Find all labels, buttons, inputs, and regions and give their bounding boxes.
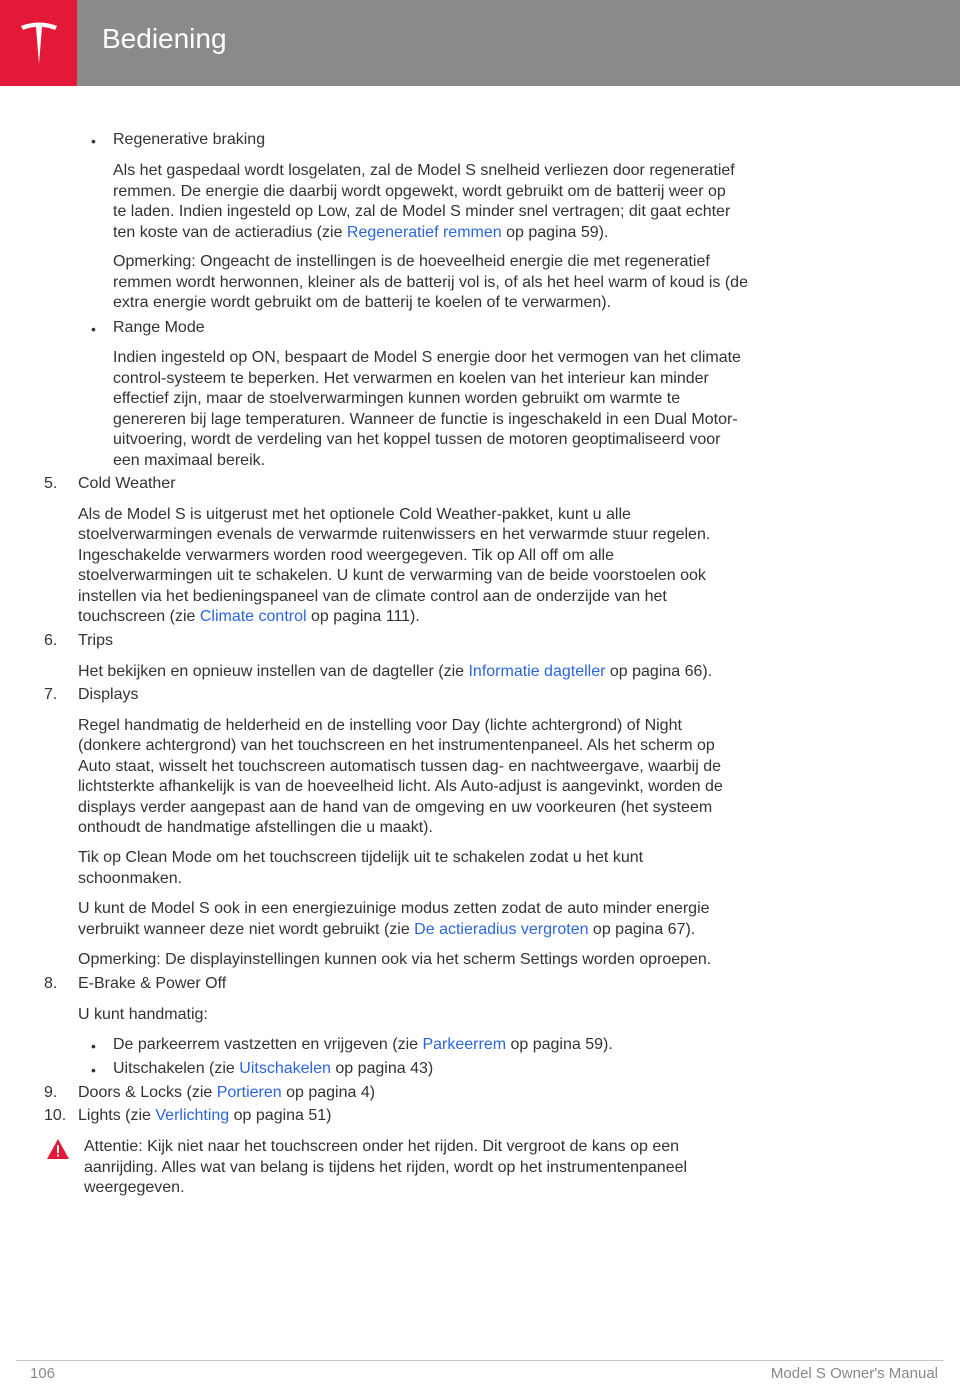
item-number: 6. bbox=[44, 632, 58, 649]
item-number: 8. bbox=[44, 975, 58, 992]
displays-text-line: lichtsterkte afhankelijk is van de hoeveelheid licht. Als Auto-adjust is aangevinkt, worden de bbox=[78, 778, 723, 795]
item-number: 10. bbox=[44, 1107, 67, 1124]
page-title: Bediening bbox=[102, 23, 227, 54]
cold-text-line: instellen via het bedieningspaneel van de climate control aan de onderzijde van het bbox=[78, 588, 667, 605]
link-de-actieradius-vergroten[interactable]: De actieradius vergroten bbox=[414, 921, 589, 938]
displays-text-line: Auto staat, wisselt het touchscreen automatisch tussen dag- en nachtweergave, waarbij de bbox=[78, 758, 722, 775]
item-lights: Lights (zie Verlichting op pagina 51) bbox=[78, 1107, 332, 1124]
warning-triangle-icon bbox=[46, 1138, 70, 1160]
cold-text-line: touchscreen (zie Climate control op pagina 111). bbox=[78, 608, 420, 625]
displays-text-line: Regel handmatig de helderheid en de instelling voor Day (lichte achtergrond) of Night bbox=[78, 717, 682, 734]
displays-text-line: onthoudt de handmatige afstellingen die u maakt). bbox=[78, 819, 433, 836]
displays-energy-line: verbruikt wanneer deze niet wordt gebruikt (zie De actieradius vergroten op pagina 67). bbox=[78, 921, 696, 938]
displays-clean-line: schoonmaken. bbox=[78, 870, 183, 887]
range-text-line: uitvoering, wordt de verdeling van het koppel tussen de motoren geoptimaliseerd voor bbox=[113, 431, 721, 448]
warning-text-line: aanrijding. Alles wat van belang is tijdens het rijden, wordt op het instrumentenpaneel bbox=[84, 1159, 688, 1176]
displays-text-line: (donkere achtergrond) van het touchscreen en het instrumentenpaneel. Als het scherm op bbox=[78, 737, 715, 754]
range-text-line: een maximaal bereik. bbox=[113, 452, 266, 469]
bullet: • bbox=[91, 321, 96, 337]
range-text-line: genereren bij lage temperaturen. Wanneer de functie is ingeschakeld in een Dual Motor- bbox=[113, 411, 738, 428]
displays-clean-line: Tik op Clean Mode om het touchscreen tijdelijk uit te schakelen zodat u het kunt bbox=[78, 849, 644, 866]
item-doors-locks: Doors & Locks (zie Portieren op pagina 4) bbox=[78, 1084, 376, 1101]
bullet: • bbox=[91, 133, 96, 149]
footer-divider bbox=[16, 1360, 944, 1361]
ebrake-intro: U kunt handmatig: bbox=[78, 1006, 208, 1023]
item-title-cold-weather: Cold Weather bbox=[78, 475, 176, 492]
link-parkeerrem[interactable]: Parkeerrem bbox=[422, 1036, 507, 1053]
tesla-logo-icon bbox=[17, 20, 61, 66]
item-number: 7. bbox=[44, 686, 58, 703]
range-text-line: control-systeem te beperken. Het verwarmen en koelen van het interieur kan minder bbox=[113, 370, 709, 387]
link-climate-control[interactable]: Climate control bbox=[199, 608, 307, 625]
regen-note-line: remmen wordt herwonnen, kleiner als de batterij vol is, of als het heel warm of koud is (de bbox=[113, 274, 748, 291]
item-title-displays: Displays bbox=[78, 686, 139, 703]
link-uitschakelen[interactable]: Uitschakelen bbox=[239, 1060, 331, 1077]
cold-text-line: stoelverwarmingen uit te schakelen. U kunt de verwarming van de beide voorstoelen ook bbox=[78, 567, 706, 584]
tesla-logo bbox=[0, 0, 77, 86]
item-title-range: Range Mode bbox=[113, 319, 205, 336]
page-header bbox=[0, 0, 960, 86]
warning-text-line: weergegeven. bbox=[84, 1179, 185, 1196]
cold-text-line: stoelverwarmingen evenals de verwarmde ruitenwissers en het verwarmde stuur regelen. bbox=[78, 526, 711, 543]
displays-note: Opmerking: De displayinstellingen kunnen ook via het scherm Settings worden oproepen. bbox=[78, 951, 712, 968]
item-title-trips: Trips bbox=[78, 632, 113, 649]
displays-text-line: displays verder aangepast aan de hand van de omgeving en uw voorkeuren (het systeem bbox=[78, 799, 713, 816]
link-verlichting[interactable]: Verlichting bbox=[155, 1107, 230, 1124]
link-regeneratief-remmen[interactable]: Regeneratief remmen bbox=[346, 224, 502, 241]
warning-text-line: Attentie: Kijk niet naar het touchscreen onder het rijden. Dit vergroot de kans op een bbox=[84, 1138, 680, 1155]
range-text-line: effectief zijn, maar de stoelverwarmingen kunnen worden gebruikt om warmte te bbox=[113, 390, 681, 407]
link-portieren[interactable]: Portieren bbox=[216, 1084, 282, 1101]
regen-text-line: remmen. De energie die daarbij wordt opgewekt, wordt gebruikt om de batterij weer op bbox=[113, 183, 726, 200]
displays-energy-line: U kunt de Model S ook in een energiezuinige modus zetten zodat de auto minder energie bbox=[78, 900, 710, 917]
ebrake-list-item: De parkeerrem vastzetten en vrijgeven (zie Parkeerrem op pagina 59). bbox=[113, 1036, 613, 1053]
bullet: • bbox=[91, 1038, 96, 1054]
page-number: 106 bbox=[30, 1365, 56, 1382]
regen-text-line: Als het gaspedaal wordt losgelaten, zal de Model S snelheid verliezen door regeneratief bbox=[113, 162, 735, 179]
regen-note-line: Opmerking: Ongeacht de instellingen is de hoeveelheid energie die met regeneratief bbox=[113, 253, 710, 270]
regen-note-line: extra energie wordt gebruikt om de batterij te koelen of te verwarmen). bbox=[113, 294, 612, 311]
item-title-ebrake: E-Brake & Power Off bbox=[78, 975, 227, 992]
link-informatie-dagteller[interactable]: Informatie dagteller bbox=[468, 663, 606, 680]
trips-text-line: Het bekijken en opnieuw instellen van de dagteller (zie Informatie dagteller op pagina 66). bbox=[78, 663, 713, 680]
cold-text-line: Ingeschakelde verwarmers worden rood weergegeven. Tik op All off om alle bbox=[78, 547, 614, 564]
item-title-regen: Regenerative braking bbox=[113, 131, 266, 148]
regen-text-line: ten koste van de actieradius (zie Regeneratief remmen op pagina 59). bbox=[113, 224, 609, 241]
item-number: 9. bbox=[44, 1084, 58, 1101]
cold-text-line: Als de Model S is uitgerust met het optionele Cold Weather-pakket, kunt u alle bbox=[78, 506, 631, 523]
bullet: • bbox=[91, 1062, 96, 1078]
item-number: 5. bbox=[44, 475, 58, 492]
ebrake-list-item: Uitschakelen (zie Uitschakelen op pagina 43) bbox=[113, 1060, 434, 1077]
manual-title: Model S Owner's Manual bbox=[770, 1365, 938, 1382]
range-text-line: Indien ingesteld op ON, bespaart de Model S energie door het vermogen van het climate bbox=[113, 349, 741, 366]
regen-text-line: te laden. Indien ingesteld op Low, zal de Model S minder snel vertragen; dit gaat echter bbox=[113, 203, 731, 220]
